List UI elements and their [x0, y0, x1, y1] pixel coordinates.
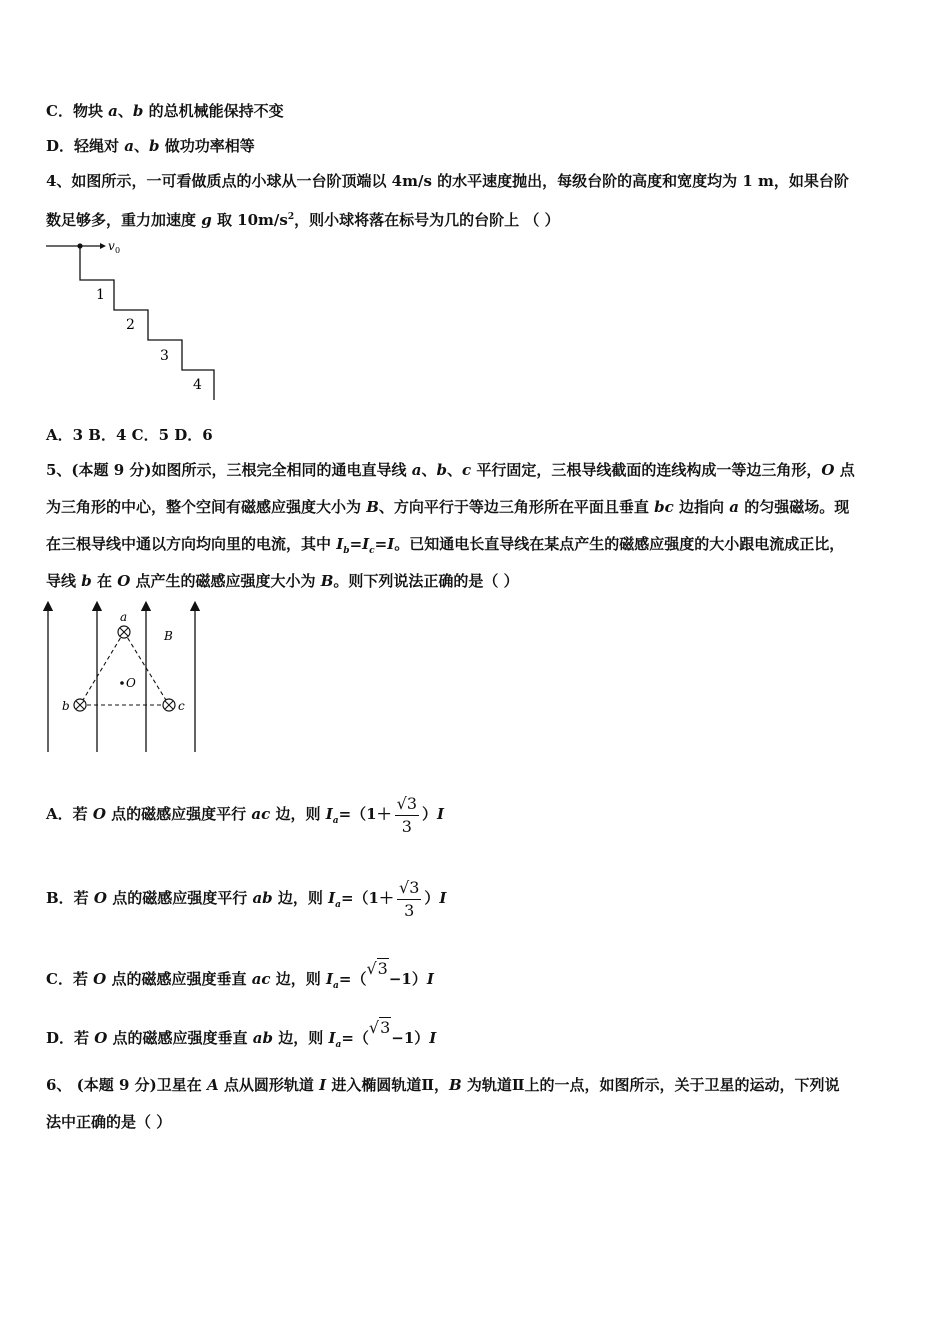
- q6-stem-line1: 6、 (本题 9 分)卫星在 A 点从圆形轨道 I 进入椭圆轨道Ⅱ，B 为轨道Ⅱ上的一点，如图所示，关于卫星的运动，下列说: [46, 1076, 840, 1094]
- q5-option-b: B．若 O 点的磁感应强度平行 ab 边，则 $I_a=(1+$ $\frac{√3}{3}$ ）I: [46, 877, 447, 920]
- q6-stem-line2: 法中正确的是（ ）: [46, 1113, 172, 1131]
- q5-option-a: A．若 O 点的磁感应强度平行 ac 边，则 $I_a=(1+$ $\frac{√3}{3}$ ）I: [46, 793, 445, 836]
- center-point: [120, 681, 124, 685]
- svg-text:b: b: [62, 699, 70, 713]
- q5-stem-line1: 5、(本题 9 分)如图所示，三根完全相同的通电直导线 a、b、c 平行固定，三根导线截面的连线构成一等边三角形，O 点: [46, 461, 855, 479]
- svg-text:O: O: [126, 676, 136, 690]
- svg-text:c: c: [178, 699, 185, 713]
- ball-dot: [77, 243, 82, 248]
- q5-stem-line3: 在三根导线中通以方向均向里的电流，其中 $I_b=I_c=I$。已知通电长直导线在某点产生的磁感应强度的大小跟电流成正比，: [46, 535, 845, 556]
- svg-text:a: a: [120, 610, 128, 624]
- step-label-4: 4: [193, 377, 202, 393]
- svg-text:B: B: [164, 629, 173, 643]
- q5-option-d: D．若 O 点的磁感应强度垂直 ab 边，则 $I_a=(√3-1)I$: [46, 1018, 437, 1050]
- svg-text:0: 0: [115, 246, 121, 255]
- q4-options: A．3 B．4 C．5 D．6: [46, 426, 213, 444]
- staircase-figure: [40, 236, 230, 406]
- q5-stem-line2: 为三角形的中心，整个空间有磁感应强度大小为 B、方向平行于等边三角形所在平面且垂直 bc 边指向 a 的匀强磁场。现: [46, 498, 850, 516]
- q4-stem-line1: 4、如图所示，一可看做质点的小球从一台阶顶端以 4m/s 的水平速度抛出，每级台阶的高度和宽度均为 1 m，如果台阶: [46, 172, 849, 190]
- magnetic-field-figure: [40, 600, 210, 758]
- step-label-2: 2: [126, 317, 135, 333]
- step-label-1: 1: [96, 287, 105, 303]
- q3-option-d: D．轻绳对 a、b 做功功率相等: [46, 137, 255, 155]
- velocity-label: v: [108, 239, 115, 253]
- q5-option-c: C．若 O 点的磁感应强度垂直 ac 边，则 $I_a=(√3-1)I$: [46, 959, 434, 991]
- q3-option-c: C．物块 a、b 的总机械能保持不变: [46, 102, 284, 120]
- q4-stem-line2: 数足够多，重力加速度 g 取 $10m/s^2$，则小球将落在标号为几的台阶上 （ ）: [46, 211, 560, 229]
- step-label-3: 3: [160, 348, 169, 364]
- q5-stem-line4: 导线 b 在 O 点产生的磁感应强度大小为 B。则下列说法正确的是（ ）: [46, 572, 519, 590]
